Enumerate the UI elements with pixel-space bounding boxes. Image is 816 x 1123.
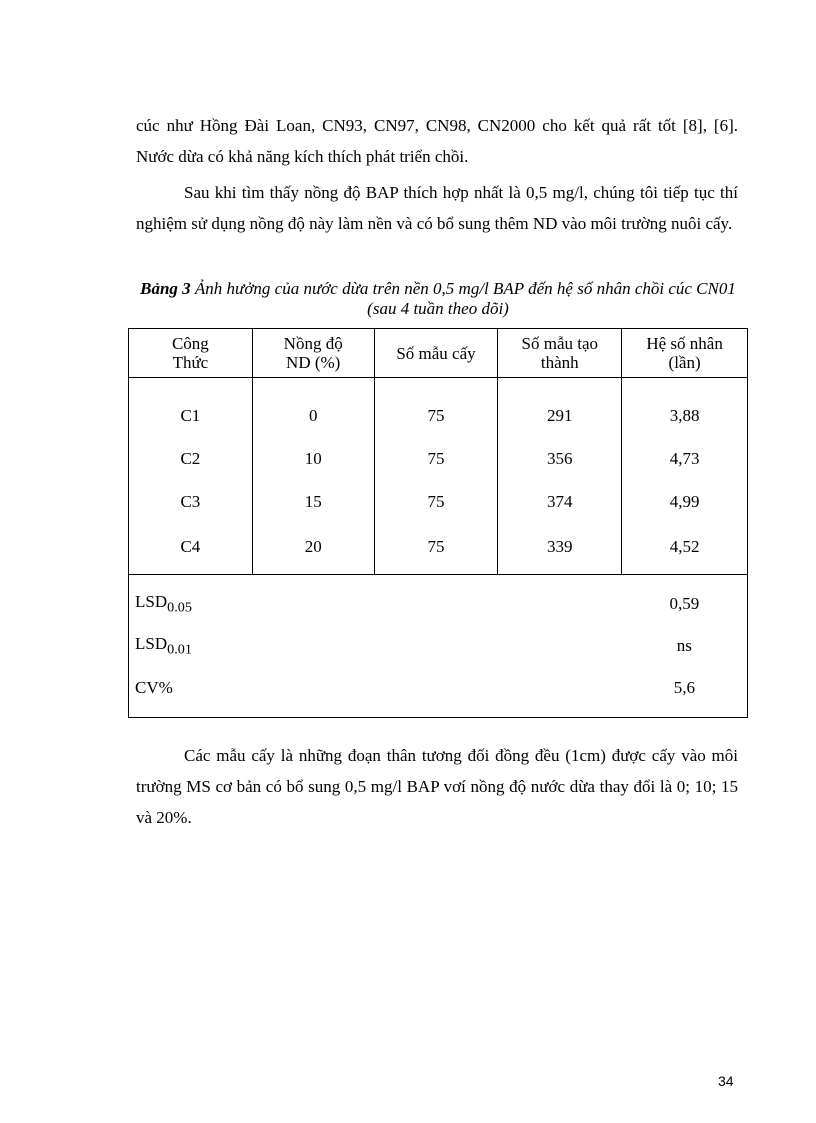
cell-samples: 75 (374, 437, 498, 480)
cell-formed: 374 (498, 480, 622, 523)
stat-label: $LSD_{0.01}$ (129, 625, 622, 667)
cell-formula: C4 (129, 523, 253, 575)
cell-coefficient: 3,88 (622, 378, 748, 438)
cell-concentration: 10 (252, 437, 374, 480)
header-nong-do: Nồng độ ND (%) (252, 329, 374, 378)
page-number: 34 (718, 1073, 734, 1089)
table-row (129, 437, 748, 480)
caption-text: Ảnh hưởng của nước dừa trên nền 0,5 mg/l BAP đến hệ số nhân chồi cúc CN01 (sau 4 tuần theo dõi) (190, 279, 736, 318)
cell-formula: C2 (129, 437, 253, 480)
paragraph-bap: Sau khi tìm thấy nồng độ BAP thích hợp nhất là 0,5 mg/l, chúng tôi tiếp tục thí nghiệm sử dụng nồng độ này làm nền và có bổ sung thêm ND vào môi trường nuôi cấy. (136, 183, 738, 233)
stats-row-lsd001 (129, 625, 748, 667)
cell-formed: 339 (498, 523, 622, 575)
table-row (129, 480, 748, 523)
cell-samples: 75 (374, 378, 498, 438)
stat-value: 5,6 (622, 667, 748, 718)
cell-samples: 75 (374, 523, 498, 575)
results-table (128, 328, 748, 718)
cell-formed: 356 (498, 437, 622, 480)
caption-label: Bảng 3 (140, 279, 191, 298)
header-so-mau-cay: Số mẫu cấy (374, 329, 498, 378)
header-he-so-nhan: Hệ số nhân (lần) (622, 329, 748, 378)
cell-coefficient: 4,73 (622, 437, 748, 480)
header-so-mau-tao-thanh: Số mẫu tạo thành (498, 329, 622, 378)
stat-value: ns (622, 625, 748, 667)
stat-label: $LSD_{0.05}$ (129, 575, 622, 626)
table-row (129, 378, 748, 438)
cell-samples: 75 (374, 480, 498, 523)
table-row (129, 523, 748, 575)
paragraph-intro: cúc như Hồng Đài Loan, CN93, CN97, CN98, CN2000 cho kết quả rất tốt [8], [6]. Nước dừa có khả năng kích thích phát triển chồi. (136, 116, 738, 166)
paragraph-method: Các mẫu cấy là những đoạn thân tương đối đồng đều (1cm) được cấy vào môi trường MS cơ bản có bổ sung 0,5 mg/l BAP vơí nồng độ nước dừa thay đổi là 0; 10; 15 và 20%. (136, 746, 738, 827)
header-cong-thuc: Công Thức (129, 329, 253, 378)
cell-concentration: 15 (252, 480, 374, 523)
cell-concentration: 0 (252, 378, 374, 438)
table-caption (128, 279, 748, 319)
cell-coefficient: 4,52 (622, 523, 748, 575)
stat-label: CV% (129, 667, 622, 718)
cell-formula: C1 (129, 378, 253, 438)
cell-formula: C3 (129, 480, 253, 523)
cell-coefficient: 4,99 (622, 480, 748, 523)
stats-row-cv (129, 667, 748, 718)
table-header-row (129, 329, 748, 378)
stat-value: 0,59 (622, 575, 748, 626)
stats-row-lsd005 (129, 575, 748, 626)
cell-formed: 291 (498, 378, 622, 438)
cell-concentration: 20 (252, 523, 374, 575)
